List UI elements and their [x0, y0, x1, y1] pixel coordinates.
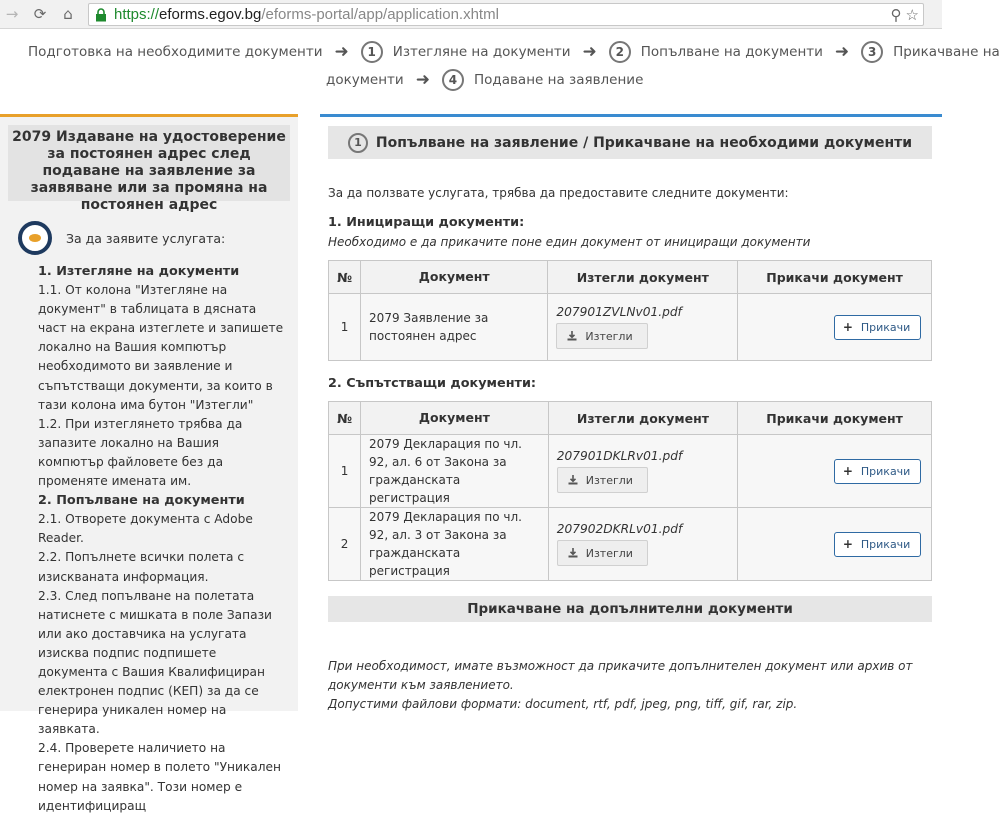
col-attach: Прикачи документ	[738, 402, 932, 435]
document-name: 2079 Заявление за постоянен адрес	[361, 294, 548, 361]
attach-label: Прикачи	[860, 320, 911, 334]
magnifier-icon[interactable]: ⚲	[890, 7, 902, 24]
step-download: Изтегляне на документи	[392, 44, 571, 60]
lock-icon	[95, 8, 107, 22]
address-bar[interactable]	[88, 3, 924, 26]
table-row	[329, 508, 932, 581]
section-accompanying-title: 2. Съпътстващи документи:	[328, 376, 537, 391]
arrow-right-icon: ➜	[415, 70, 430, 90]
extra-docs-header: Прикачване на допълнителни документи	[328, 596, 932, 622]
allowed-formats: Допустими файлови формати: document, rtf, pdf, jpeg, png, tiff, gif, rar, zip.	[328, 697, 798, 711]
row-number: 1	[329, 294, 361, 361]
wizard-steps	[0, 30, 1000, 112]
attach-button[interactable]	[834, 532, 922, 557]
step-submit: Подаване на заявление	[473, 72, 644, 88]
plus-icon: +	[842, 537, 853, 551]
panel-title: Попълване на заявление / Прикачване на необходими документи	[375, 134, 913, 151]
step-attach-cont: документи	[326, 72, 404, 88]
step-attach: Прикачване на	[893, 44, 1000, 60]
initiating-docs-table	[328, 260, 932, 361]
reload-icon[interactable]: ⟳	[33, 5, 47, 23]
download-button[interactable]	[556, 323, 647, 349]
step-number-4: 4	[442, 69, 464, 91]
table-row	[329, 435, 932, 508]
section-initiating-title: 1. Инициращи документи:	[328, 215, 525, 230]
step-prepare: Подготовка на необходимите документи	[28, 44, 323, 60]
browser-toolbar	[0, 0, 942, 29]
download-label: Изтегли	[585, 473, 633, 487]
home-icon[interactable]: ⌂	[63, 5, 73, 23]
col-download: Изтегли документ	[548, 261, 738, 294]
intro-text: За да ползвате услугата, трябва да предоставите следните документи:	[328, 186, 789, 200]
service-title: 2079 Издаване на удостоверение за постоянен адрес след подаване на заявление за заявяване или за промяна на постоянен адрес	[8, 125, 290, 201]
row-number: 2	[329, 508, 361, 581]
download-icon	[568, 475, 578, 485]
instruction-item: 2.4. Проверете наличието на генериран номер в полето "Уникален номер на заявка". Този номер е идентифициращ	[38, 741, 282, 813]
panel-step-number: 1	[348, 133, 368, 153]
main-panel	[320, 114, 942, 711]
arrow-right-icon: ➜	[582, 42, 597, 62]
step-number-2: 2	[609, 41, 631, 63]
download-button[interactable]	[557, 540, 648, 566]
instructions	[38, 262, 288, 816]
step-number-1: 1	[361, 41, 383, 63]
document-name: 2079 Декларация по чл. 92, ал. 6 от Закона за гражданската регистрация	[361, 435, 549, 508]
col-attach: Прикачи документ	[738, 261, 932, 294]
col-num: №	[329, 261, 361, 294]
file-name: 207901ZVLNv01.pdf	[556, 305, 682, 319]
instruction-item: 1.1. От колона "Изтегляне на документ" в таблицата в дясната част на екрана изтеглете и запишете локално на Вашия компютър необходимото ви заявление и съпътстващи документи, за които в тази колона има бутон "Изтегли"	[38, 283, 284, 412]
arrow-left-icon[interactable]: →	[5, 5, 19, 23]
col-doc: Документ	[361, 261, 548, 294]
sidebar	[0, 114, 298, 813]
instruction-item: 2.2. Попълнете всички полета с изискваната информация.	[38, 550, 245, 584]
star-icon[interactable]: ☆	[905, 7, 919, 24]
accompanying-docs-table	[328, 401, 932, 581]
step-fill: Попълване на документи	[640, 44, 823, 60]
egov-logo-icon	[18, 221, 52, 255]
download-icon	[568, 548, 578, 558]
col-doc: Документ	[361, 402, 549, 435]
col-download: Изтегли документ	[548, 402, 737, 435]
panel-header	[328, 126, 932, 159]
download-label: Изтегли	[585, 329, 633, 343]
row-number: 1	[329, 435, 361, 508]
section-initiating-note: Необходимо е да прикачите поне един документ от инициращи документи	[328, 235, 811, 249]
attach-button[interactable]	[834, 315, 922, 340]
plus-icon: +	[842, 464, 853, 478]
file-name: 207901DKLRv01.pdf	[556, 449, 683, 463]
instruction-heading: 2. Попълване на документи	[38, 493, 245, 509]
arrow-right-icon: ➜	[334, 42, 349, 62]
sidebar-intro: За да заявите услугата:	[66, 230, 226, 246]
attach-label: Прикачи	[860, 464, 911, 478]
plus-icon: +	[842, 320, 853, 334]
download-icon	[567, 331, 577, 341]
col-num: №	[329, 402, 361, 435]
arrow-right-icon: ➜	[834, 42, 850, 62]
instruction-item: 2.1. Отворете документа с Adobe Reader.	[38, 512, 253, 546]
download-button[interactable]	[557, 467, 648, 493]
attach-button[interactable]	[834, 459, 922, 484]
download-label: Изтегли	[585, 546, 633, 560]
attach-label: Прикачи	[860, 537, 911, 551]
instruction-item: 2.3. След попълване на полетата натиснете с мишката в поле Запази или ако доставчика на услугата изисква подпис подпишете документа с Вашия Квалифициран електронен подпис (КЕП) за да се генерира уникален номер на заявката.	[38, 588, 272, 737]
table-row	[329, 294, 932, 361]
step-number-3: 3	[861, 41, 883, 63]
extra-docs-note: При необходимост, имате възможност да прикачите допълнителен документ или архив от документи към заявлението.	[328, 659, 913, 692]
instruction-item: 1.2. При изтеглянето трябва да запазите локално на Вашия компютър файловете без да променяте имената им.	[38, 416, 243, 489]
file-name: 207902DKRLv01.pdf	[556, 522, 683, 536]
instruction-heading: 1. Изтегляне на документи	[38, 264, 240, 279]
url-text: https://eforms.egov.bg/eforms-portal/app/application.xhtml	[114, 6, 499, 23]
document-name: 2079 Декларация по чл. 92, ал. 3 от Закона за гражданската регистрация	[361, 508, 549, 581]
